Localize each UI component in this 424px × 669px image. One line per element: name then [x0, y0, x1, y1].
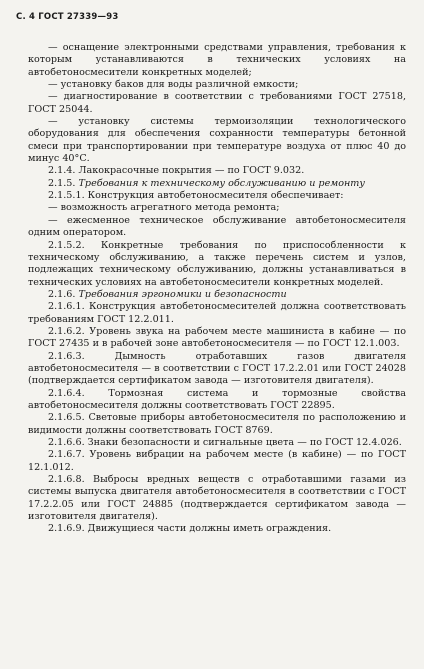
list-item: — возможность агрегатного метода ремонта;: [48, 202, 280, 214]
clause-2-1-6-4: 2.1.6.4. Тормозная система и тормозные свойства автобетоносмесителя должны соответствовать ГОСТ 22895.: [28, 387, 406, 411]
section-number: 2.1.5.: [48, 177, 76, 189]
list-item: — установку баков для воды различной емкости;: [48, 79, 299, 91]
clause-2-1-6-2: 2.1.6.2. Уровень звука на рабочем месте машиниста в кабине — по ГОСТ 27435 и в рабочей зоне автобетоносмесителя — по ГОСТ 12.1.003.: [28, 325, 406, 350]
section-number: 2.1.6.: [48, 288, 76, 300]
clause-2-1-6-7: 2.1.6.7. Уровень вибрации на рабочем месте (в кабине) — по ГОСТ 12.1.012.: [28, 449, 406, 473]
list-item: — ежесменное техническое обслуживание автобетоносмесителя одним оператором.: [28, 214, 406, 239]
clause-2-1-6-1: 2.1.6.1. Конструкция автобетоносмесителей должна соответствовать требованиям ГОСТ 12.2.011.: [28, 301, 406, 325]
clause-2-1-6-6: 2.1.6.6. Знаки безопасности и сигнальные цвета — по ГОСТ 12.4.026.: [48, 437, 402, 448]
list-item: — оснащение электронными средствами управления, требования к которым устанавливаются в технических условиях на автобетоносмесители конкретных моделей;: [28, 42, 406, 78]
section-heading-ergonomics: [28, 289, 406, 301]
clause-2-1-6-8: 2.1.6.8. Выбросы вредных веществ с отработавшими газами из системы выпуска двигателя автобетоносмесителя в соответствии с ГОСТ 17.2.2.05 или ГОСТ 24885 (подтверждается сертификатом завода — изготовителя двигателя).: [28, 474, 406, 523]
list-item: — установку системы термоизоляции технологического оборудования для обеспечения сохранности температуры бетонной смеси при транспортировании при температуре воздуха от плюс 40 до минус 40°С.: [28, 116, 406, 165]
list-item: — диагностирование в соответствии с требованиями ГОСТ 27518, ГОСТ 25044.: [28, 91, 406, 115]
clause-2-1-5-1: 2.1.5.1. Конструкция автобетоносмесителя обеспечивает:: [48, 190, 344, 202]
clause-2-1-6-9: 2.1.6.9. Движущиеся части должны иметь ограждения.: [48, 523, 332, 535]
section-heading-maintenance: [28, 178, 406, 190]
section-title: Требования эргономики и безопасности: [78, 288, 287, 300]
document-body: [28, 42, 406, 536]
clause-2-1-4: 2.1.4. Лакокрасочные покрытия — по ГОСТ 9.032.: [48, 165, 305, 177]
clause-2-1-6-5: 2.1.6.5. Световые приборы автобетоносмесителя по расположению и видимости должны соответствовать ГОСТ 8769.: [28, 412, 406, 436]
clause-2-1-6-3: 2.1.6.3. Дымность отработавших газов двигателя автобетоносмесителя — в соответствии с ГОСТ 17.2.2.01 или ГОСТ 24028 (подтверждается сертификатом завода — изготовителя двигателя).: [28, 350, 406, 387]
page-header: С. 4 ГОСТ 27339—93: [16, 12, 119, 22]
clause-2-1-5-2: 2.1.5.2. Конкретные требования по приспособленности к техническому обслуживанию, а также перечень систем и узлов, подлежащих техническому обслуживанию, должны устанавливаться в технических условиях на автобетоносмесители конкретных моделей.: [28, 239, 406, 288]
section-title: Требования к техническому обслуживанию и ремонту: [78, 177, 365, 189]
